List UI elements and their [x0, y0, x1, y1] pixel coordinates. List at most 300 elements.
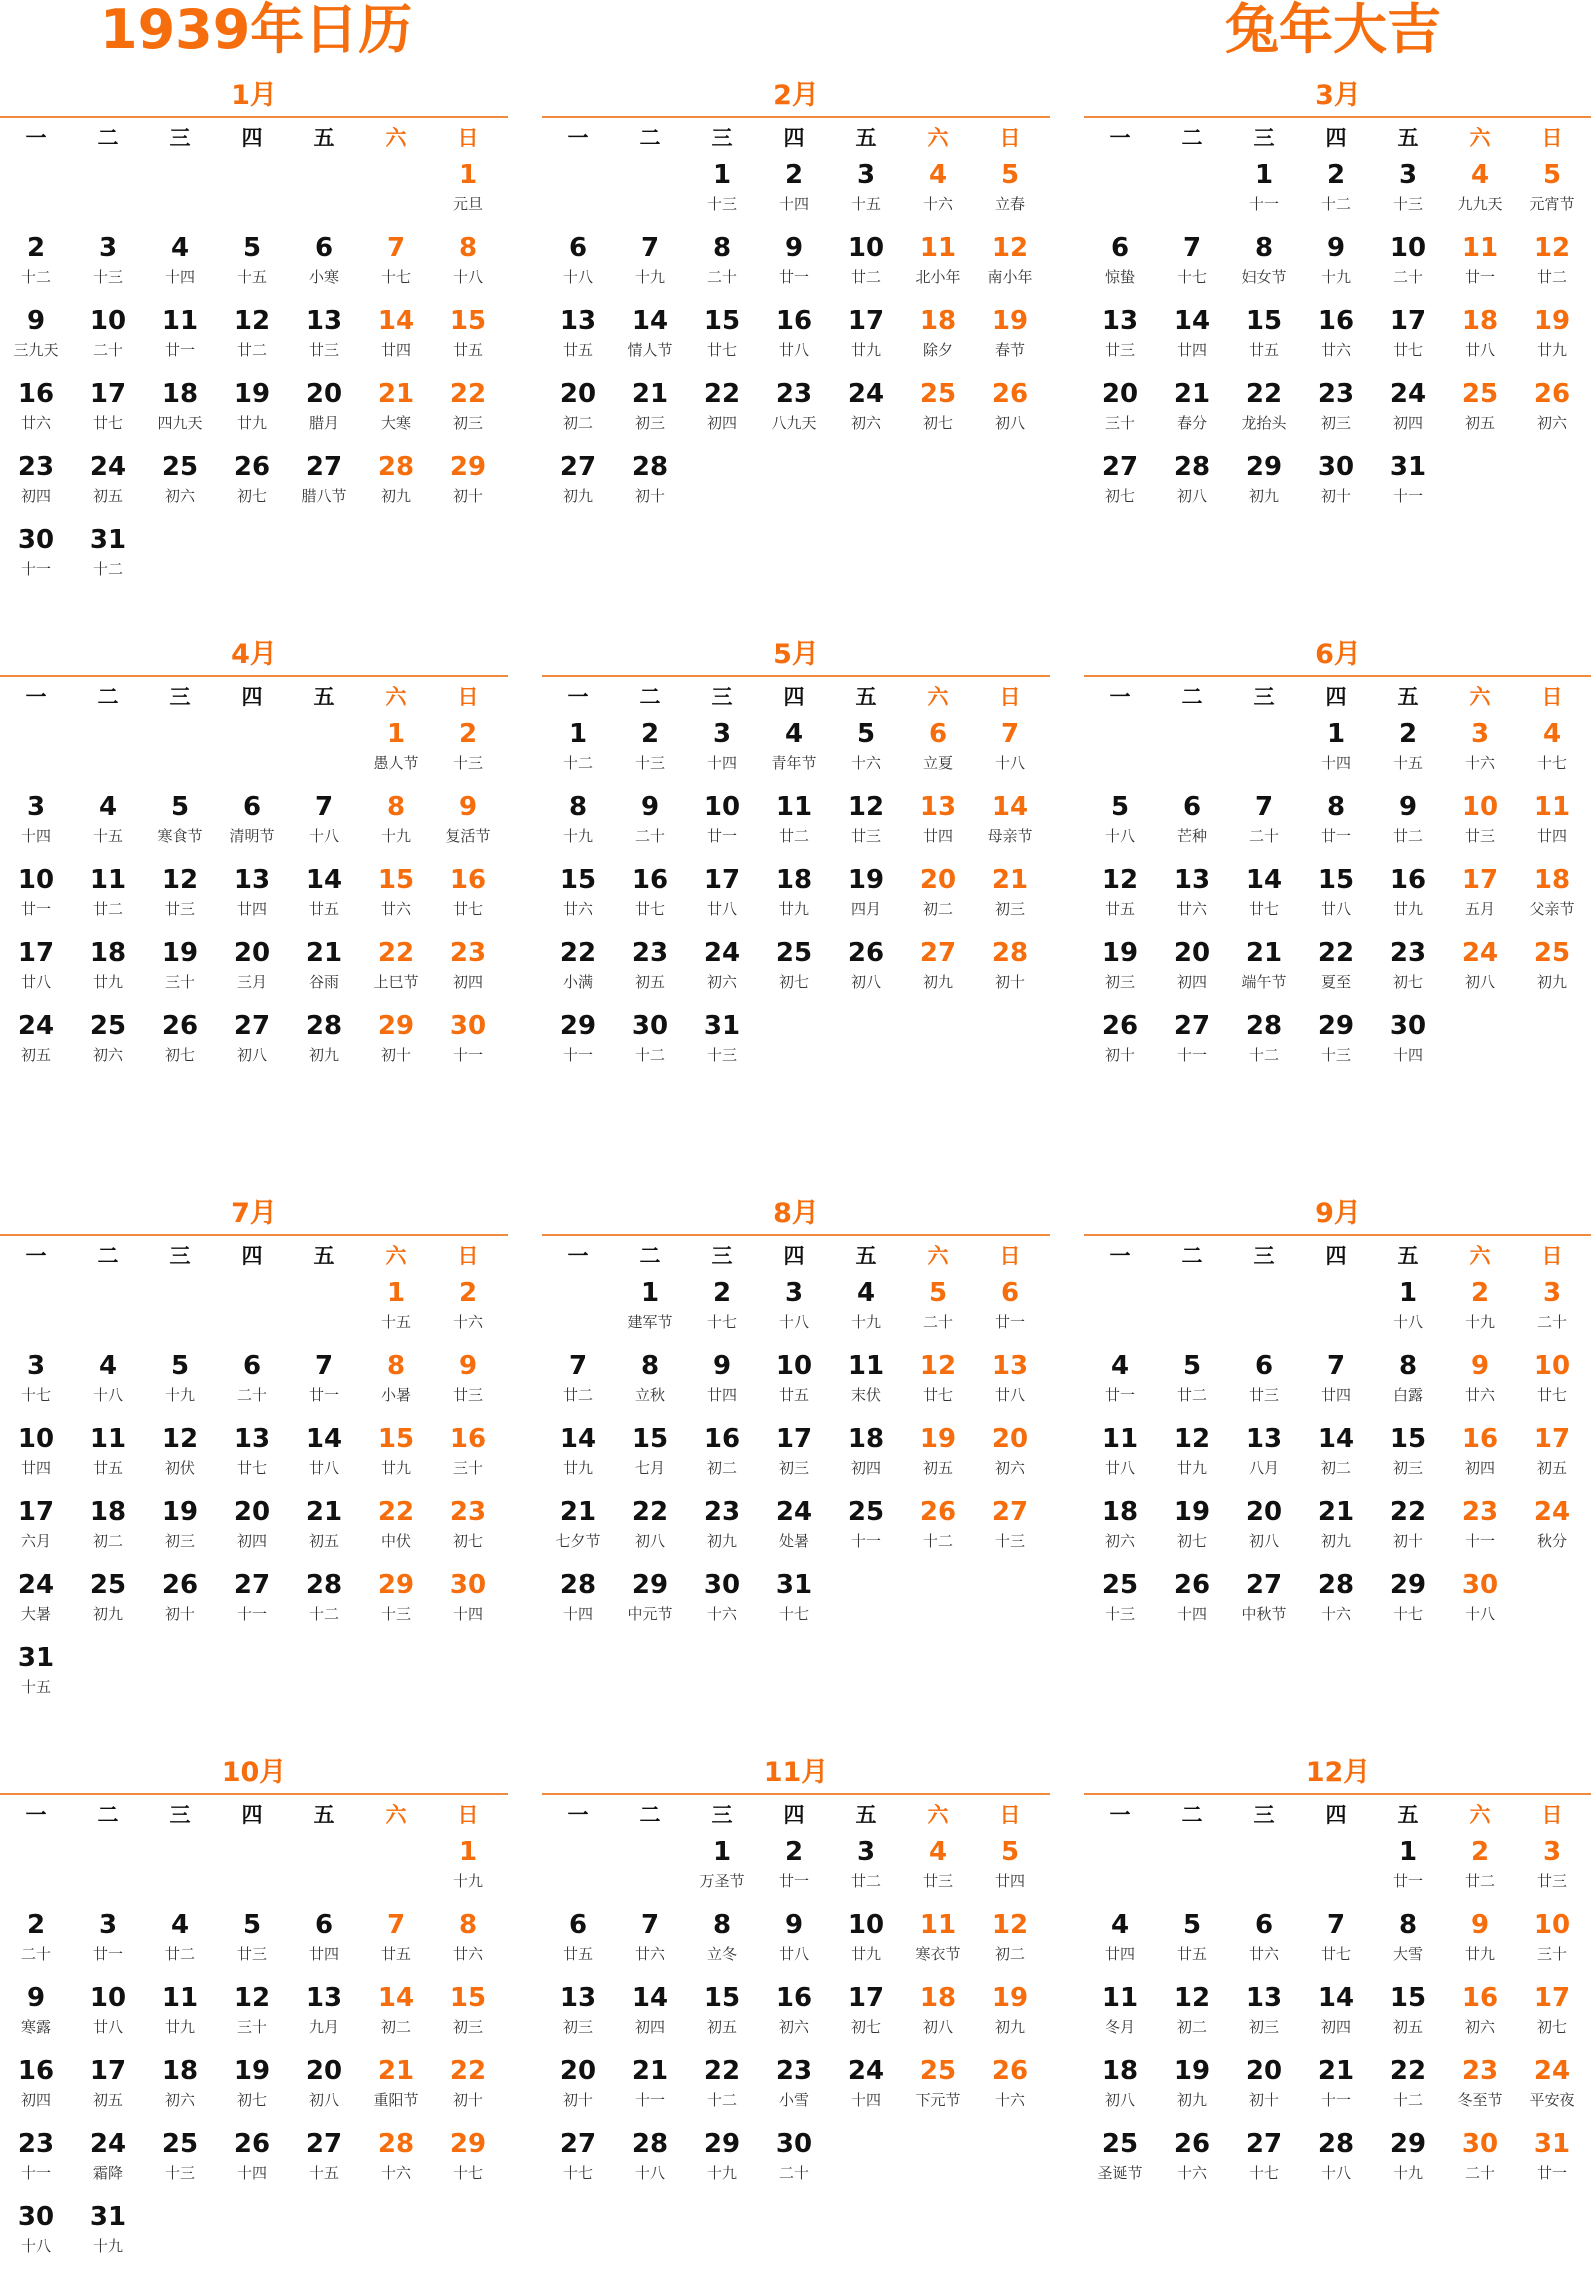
day-cell [830, 1493, 902, 1566]
day-number: 20 [991, 1424, 1029, 1454]
day-cell [360, 1347, 432, 1420]
lunar-label: 十八 [994, 754, 1025, 772]
day-cell [542, 2125, 614, 2198]
lunar-label: 廿六 [1176, 900, 1207, 918]
lunar-label: 初八 [1248, 1532, 1279, 1550]
day-number: 5 [1110, 792, 1130, 822]
day-number: 18 [1533, 865, 1571, 895]
day-number: 22 [703, 379, 741, 409]
day-number: 31 [89, 2202, 127, 2232]
day-number: 10 [1533, 1910, 1571, 1940]
day-number: 7 [640, 1910, 660, 1940]
weekday-label: 四 [1325, 1803, 1347, 1827]
lunar-label: 初二 [1176, 2018, 1207, 2036]
day-cell [0, 861, 72, 934]
lunar-label: 廿六 [1248, 1945, 1279, 1963]
day-cell [686, 2125, 758, 2198]
day-cell [974, 1833, 1046, 1906]
empty-cell [72, 1274, 144, 1347]
empty-cell [1084, 156, 1156, 229]
empty-cell [1300, 1833, 1372, 1906]
day-cell [1516, 1274, 1588, 1347]
lunar-label: 廿五 [452, 341, 483, 359]
day-cell [1228, 448, 1300, 521]
lunar-label: 廿九 [850, 1945, 881, 1963]
day-cell [758, 1906, 830, 1979]
day-cell [902, 2052, 974, 2125]
day-number: 28 [1173, 452, 1211, 482]
lunar-label: 廿六 [1320, 341, 1351, 359]
day-cell [902, 1979, 974, 2052]
empty-cell [1084, 1833, 1156, 1906]
day-number: 12 [161, 865, 199, 895]
lunar-label: 廿三 [308, 341, 339, 359]
day-cell [686, 2052, 758, 2125]
lunar-label: 二十 [1536, 1313, 1567, 1331]
day-cell [1444, 1906, 1516, 1979]
weekday-label: 六 [385, 1803, 407, 1827]
day-cell [288, 1979, 360, 2052]
lunar-label: 初八 [1176, 487, 1207, 505]
day-number: 2 [1398, 719, 1418, 749]
weekday-header [542, 118, 1050, 156]
lunar-label: 廿七 [634, 900, 665, 918]
day-cell [1516, 1906, 1588, 1979]
day-cell [1372, 2125, 1444, 2198]
day-number: 21 [305, 938, 343, 968]
day-number: 23 [449, 938, 487, 968]
day-number: 8 [568, 792, 588, 822]
day-cell [72, 788, 144, 861]
weekday-label: 三 [169, 1244, 191, 1268]
lunar-label: 廿一 [1104, 1386, 1135, 1404]
day-cell [432, 1420, 504, 1493]
weekday-header [0, 1236, 508, 1274]
day-cell [0, 1906, 72, 1979]
day-number: 1 [640, 1278, 660, 1308]
day-number: 22 [1389, 1497, 1427, 1527]
day-cell [902, 1420, 974, 1493]
day-cell [216, 229, 288, 302]
day-cell [216, 934, 288, 1007]
day-cell [830, 788, 902, 861]
lunar-label: 妇女节 [1241, 268, 1287, 286]
lunar-label: 初五 [1464, 414, 1495, 432]
day-cell [1084, 2052, 1156, 2125]
day-cell [144, 2125, 216, 2198]
lunar-label: 寒衣节 [915, 1945, 961, 1963]
day-number: 25 [775, 938, 813, 968]
day-cell [542, 448, 614, 521]
weekday-header [0, 1795, 508, 1833]
day-number: 18 [847, 1424, 885, 1454]
empty-cell [542, 1833, 614, 1906]
day-cell [144, 302, 216, 375]
day-cell [1228, 788, 1300, 861]
day-cell [542, 1906, 614, 1979]
day-cell [614, 229, 686, 302]
day-cell [1156, 229, 1228, 302]
lunar-label: 初十 [634, 487, 665, 505]
lunar-label: 初八 [1104, 2091, 1135, 2109]
day-number: 14 [1173, 306, 1211, 336]
day-number: 4 [1470, 160, 1490, 190]
day-number: 31 [1533, 2129, 1571, 2159]
weekday-label: 一 [567, 685, 589, 709]
day-number: 26 [161, 1011, 199, 1041]
day-cell [72, 521, 144, 594]
day-cell [144, 448, 216, 521]
lunar-label: 初六 [778, 2018, 809, 2036]
day-cell [1372, 1007, 1444, 1080]
weekday-label: 四 [783, 1244, 805, 1268]
day-number: 28 [305, 1570, 343, 1600]
day-number: 12 [1173, 1424, 1211, 1454]
day-grid [0, 156, 508, 594]
lunar-label: 廿七 [452, 900, 483, 918]
day-cell [1444, 229, 1516, 302]
lunar-label: 十一 [236, 1605, 267, 1623]
day-cell [0, 1639, 72, 1712]
lunar-label: 二十 [20, 1945, 51, 1963]
lunar-label: 初九 [562, 487, 593, 505]
lunar-label: 除夕 [922, 341, 953, 359]
day-number: 5 [1000, 160, 1020, 190]
empty-cell [542, 1274, 614, 1347]
day-cell [614, 1906, 686, 1979]
lunar-label: 十八 [1464, 1605, 1495, 1623]
lunar-label: 廿五 [92, 1459, 123, 1477]
lunar-label: 廿九 [164, 2018, 195, 2036]
empty-cell [1156, 1833, 1228, 1906]
day-cell [1156, 1493, 1228, 1566]
empty-cell [216, 715, 288, 788]
day-cell [758, 2125, 830, 2198]
day-number: 3 [856, 160, 876, 190]
day-grid [0, 1274, 508, 1712]
day-number: 23 [775, 379, 813, 409]
lunar-label: 初七 [236, 487, 267, 505]
weekday-label: 日 [457, 126, 479, 150]
day-cell [974, 1906, 1046, 1979]
lunar-label: 十七 [20, 1386, 51, 1404]
day-cell [0, 2125, 72, 2198]
day-number: 7 [568, 1351, 588, 1381]
lunar-label: 廿七 [1248, 900, 1279, 918]
day-number: 11 [775, 792, 813, 822]
day-cell [288, 788, 360, 861]
day-cell [216, 1979, 288, 2052]
lunar-label: 廿六 [634, 1945, 665, 1963]
lunar-label: 十八 [92, 1386, 123, 1404]
day-cell [216, 1906, 288, 1979]
day-number: 25 [1461, 379, 1499, 409]
lunar-label: 十一 [1464, 1532, 1495, 1550]
day-cell [614, 1274, 686, 1347]
lunar-label: 十六 [452, 1313, 483, 1331]
day-cell [1516, 375, 1588, 448]
day-number: 4 [1110, 1351, 1130, 1381]
lunar-label: 初四 [1176, 973, 1207, 991]
day-number: 25 [1533, 938, 1571, 968]
day-number: 28 [631, 452, 669, 482]
day-number: 13 [919, 792, 957, 822]
day-cell [1516, 1493, 1588, 1566]
month-block [1084, 1755, 1591, 2198]
weekday-label: 三 [1253, 685, 1275, 709]
lunar-label: 廿四 [994, 1872, 1025, 1890]
day-cell [1444, 1347, 1516, 1420]
day-cell [360, 1274, 432, 1347]
lunar-label: 初七 [1536, 2018, 1567, 2036]
lunar-label: 十四 [850, 2091, 881, 2109]
day-number: 3 [784, 1278, 804, 1308]
day-number: 6 [1110, 233, 1130, 263]
day-cell [974, 715, 1046, 788]
day-number: 2 [640, 719, 660, 749]
lunar-label: 立春 [994, 195, 1025, 213]
weekday-label: 五 [855, 1803, 877, 1827]
day-cell [758, 229, 830, 302]
day-cell [0, 302, 72, 375]
lunar-label: 四九天 [157, 414, 203, 432]
empty-cell [1156, 1274, 1228, 1347]
month-title: 12月 [1305, 1757, 1371, 1788]
day-cell [0, 788, 72, 861]
day-number: 26 [233, 2129, 271, 2159]
lunar-label: 廿四 [922, 827, 953, 845]
day-cell [542, 861, 614, 934]
day-number: 13 [1173, 865, 1211, 895]
day-number: 18 [89, 938, 127, 968]
day-number: 31 [775, 1570, 813, 1600]
month-title: 11月 [763, 1757, 829, 1788]
day-cell [1156, 448, 1228, 521]
lunar-label: 廿四 [1320, 1386, 1351, 1404]
day-number: 25 [1101, 1570, 1139, 1600]
day-cell [144, 1566, 216, 1639]
lunar-label: 初四 [20, 2091, 51, 2109]
lunar-label: 初伏 [164, 1459, 195, 1477]
day-cell [686, 1347, 758, 1420]
lunar-label: 廿七 [706, 341, 737, 359]
lunar-label: 春分 [1176, 414, 1207, 432]
lunar-label: 廿七 [922, 1386, 953, 1404]
month-block [542, 1755, 1050, 2198]
lunar-label: 初七 [922, 414, 953, 432]
day-cell [360, 1007, 432, 1080]
day-number: 8 [712, 1910, 732, 1940]
day-cell [614, 715, 686, 788]
lunar-label: 廿九 [380, 1459, 411, 1477]
day-number: 7 [1254, 792, 1274, 822]
day-number: 28 [377, 2129, 415, 2159]
day-number: 9 [1470, 1910, 1490, 1940]
day-cell [974, 1347, 1046, 1420]
day-cell [432, 156, 504, 229]
day-cell [1516, 1833, 1588, 1906]
lunar-label: 初九 [994, 2018, 1025, 2036]
weekday-label: 六 [385, 126, 407, 150]
weekday-label: 一 [567, 1244, 589, 1268]
weekday-label: 五 [855, 126, 877, 150]
day-number: 1 [386, 719, 406, 749]
lunar-label: 廿四 [308, 1945, 339, 1963]
day-cell [144, 1007, 216, 1080]
day-cell [1372, 1493, 1444, 1566]
lunar-label: 廿四 [706, 1386, 737, 1404]
weekday-label: 五 [1397, 1244, 1419, 1268]
day-number: 23 [631, 938, 669, 968]
day-cell [72, 1007, 144, 1080]
day-cell [432, 1493, 504, 1566]
day-cell [758, 1420, 830, 1493]
lunar-label: 十九 [1464, 1313, 1495, 1331]
lunar-label: 廿四 [1536, 827, 1567, 845]
day-number: 14 [631, 306, 669, 336]
lunar-label: 十八 [452, 268, 483, 286]
lunar-label: 十二 [562, 754, 593, 772]
day-cell [542, 1007, 614, 1080]
day-number: 20 [305, 2056, 343, 2086]
day-number: 8 [386, 792, 406, 822]
lunar-label: 初二 [994, 1945, 1025, 1963]
day-number: 9 [1326, 233, 1346, 263]
weekday-label: 四 [1325, 685, 1347, 709]
day-number: 20 [919, 865, 957, 895]
day-number: 15 [631, 1424, 669, 1454]
lunar-label: 廿三 [1248, 1386, 1279, 1404]
day-cell [1300, 229, 1372, 302]
day-number: 24 [775, 1497, 813, 1527]
lunar-label: 廿五 [1248, 341, 1279, 359]
day-cell [830, 1833, 902, 1906]
weekday-header [1084, 118, 1591, 156]
day-number: 25 [1101, 2129, 1139, 2159]
lunar-label: 十六 [380, 2164, 411, 2182]
day-cell [1084, 1906, 1156, 1979]
lunar-label: 廿三 [452, 1386, 483, 1404]
weekday-header [542, 677, 1050, 715]
day-cell [144, 1420, 216, 1493]
empty-cell [1228, 1833, 1300, 1906]
day-number: 13 [559, 306, 597, 336]
lunar-label: 初六 [850, 414, 881, 432]
day-cell [614, 2125, 686, 2198]
day-number: 9 [784, 233, 804, 263]
day-cell [830, 156, 902, 229]
day-number: 2 [26, 233, 46, 263]
day-number: 17 [89, 379, 127, 409]
day-number: 24 [1533, 2056, 1571, 2086]
empty-cell [360, 156, 432, 229]
lunar-label: 十八 [778, 1313, 809, 1331]
day-cell [758, 1979, 830, 2052]
day-cell [72, 1566, 144, 1639]
day-cell [432, 1274, 504, 1347]
weekday-label: 二 [97, 126, 119, 150]
day-cell [542, 1979, 614, 2052]
day-cell [542, 375, 614, 448]
lunar-label: 廿四 [20, 1459, 51, 1477]
day-number: 15 [1245, 306, 1283, 336]
lunar-label: 十六 [706, 1605, 737, 1623]
weekday-label: 三 [711, 1803, 733, 1827]
lunar-label: 十三 [452, 754, 483, 772]
lunar-label: 冬月 [1104, 2018, 1135, 2036]
day-number: 9 [712, 1351, 732, 1381]
day-number: 25 [847, 1497, 885, 1527]
day-number: 21 [377, 379, 415, 409]
day-number: 22 [703, 2056, 741, 2086]
lunar-label: 廿二 [1464, 1872, 1495, 1890]
day-cell [830, 229, 902, 302]
day-number: 1 [1326, 719, 1346, 749]
day-number: 19 [847, 865, 885, 895]
lunar-label: 二十 [922, 1313, 953, 1331]
lunar-label: 十八 [308, 827, 339, 845]
lunar-label: 初六 [164, 2091, 195, 2109]
day-cell [1516, 788, 1588, 861]
day-cell [1084, 1420, 1156, 1493]
lunar-label: 初七 [850, 2018, 881, 2036]
empty-cell [144, 715, 216, 788]
day-number: 3 [98, 233, 118, 263]
day-cell [758, 715, 830, 788]
day-number: 12 [1173, 1983, 1211, 2013]
day-number: 5 [856, 719, 876, 749]
empty-cell [0, 1833, 72, 1906]
lunar-label: 十二 [1320, 195, 1351, 213]
day-number: 29 [631, 1570, 669, 1600]
weekday-label: 四 [783, 126, 805, 150]
day-number: 6 [1182, 792, 1202, 822]
day-cell [432, 2052, 504, 2125]
day-number: 25 [89, 1011, 127, 1041]
day-cell [1300, 934, 1372, 1007]
day-number: 13 [1245, 1424, 1283, 1454]
day-number: 21 [631, 2056, 669, 2086]
day-number: 15 [449, 1983, 487, 2013]
day-cell [288, 375, 360, 448]
day-cell [1084, 861, 1156, 934]
lunar-label: 十三 [380, 1605, 411, 1623]
lunar-label: 初九 [1248, 487, 1279, 505]
day-cell [1156, 302, 1228, 375]
day-number: 8 [1326, 792, 1346, 822]
lunar-label: 十二 [92, 560, 123, 578]
day-cell [1372, 302, 1444, 375]
day-cell [144, 1906, 216, 1979]
day-cell [1372, 2052, 1444, 2125]
day-cell [542, 1420, 614, 1493]
weekday-label: 六 [927, 685, 949, 709]
day-number: 4 [928, 160, 948, 190]
day-cell [1228, 156, 1300, 229]
day-cell [288, 1493, 360, 1566]
lunar-label: 初六 [1536, 414, 1567, 432]
day-cell [1156, 1979, 1228, 2052]
lunar-label: 小满 [562, 973, 593, 991]
day-cell [1516, 2125, 1588, 2198]
lunar-label: 清明节 [229, 827, 275, 845]
day-cell [1300, 302, 1372, 375]
day-cell [974, 1274, 1046, 1347]
lunar-label: 廿五 [1104, 900, 1135, 918]
empty-cell [0, 1274, 72, 1347]
lunar-label: 下元节 [915, 2091, 961, 2109]
day-number: 18 [161, 379, 199, 409]
